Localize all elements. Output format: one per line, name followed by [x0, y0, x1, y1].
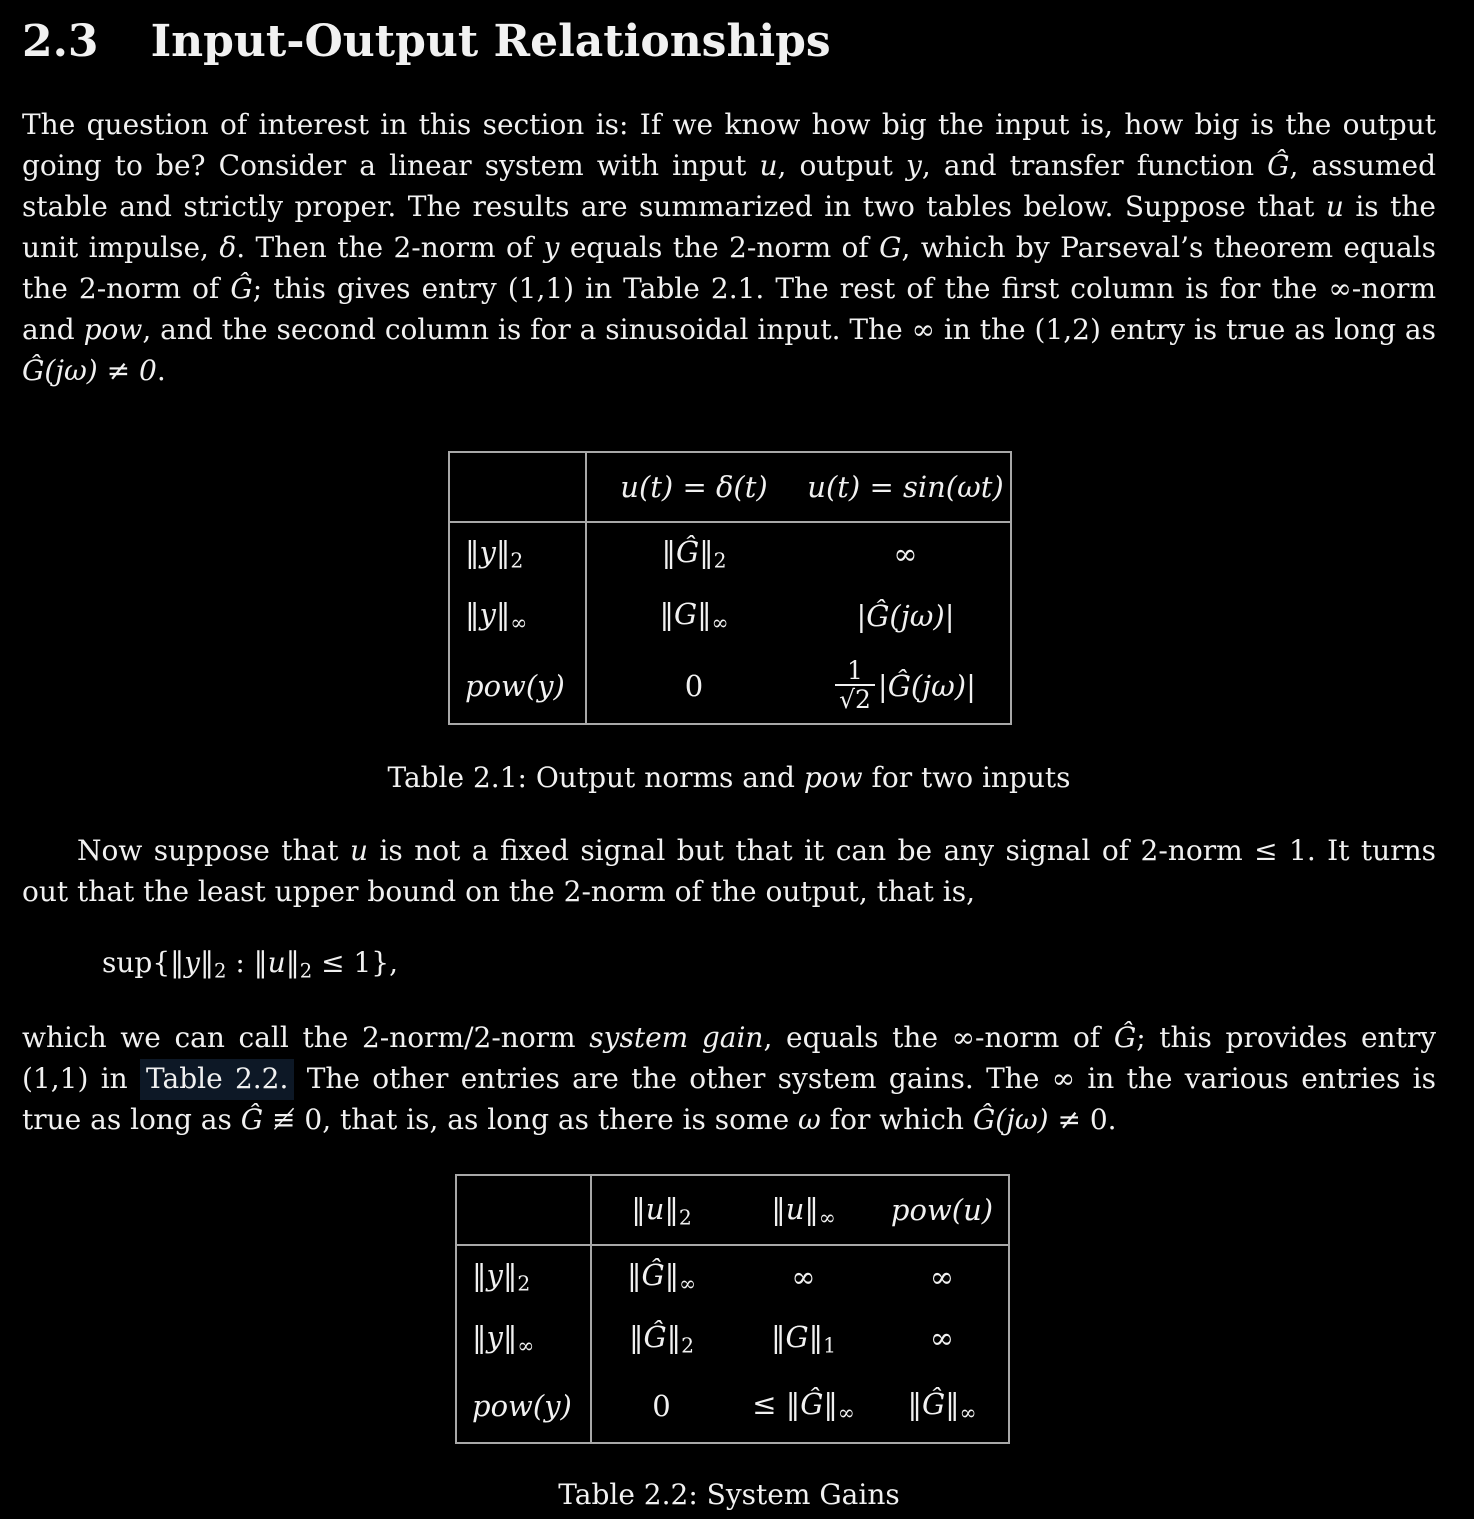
text-segment: ∞ — [517, 1333, 535, 1358]
row-label-pow — [449, 648, 586, 724]
table-2-1-wrapper — [448, 451, 1436, 725]
section-title: Input-Output Relationships — [150, 16, 831, 67]
table-cell — [731, 1369, 876, 1443]
table-2-2 — [455, 1174, 1010, 1444]
table-cell — [591, 1369, 731, 1443]
paragraph-2 — [22, 830, 1436, 912]
table-corner-cell — [456, 1175, 591, 1245]
table-cell — [591, 1307, 731, 1369]
text-segment: Ĝ — [1113, 1021, 1137, 1055]
text-segment: 2 — [213, 959, 227, 983]
table-2-2-link[interactable]: Table 2.2. — [140, 1059, 294, 1100]
text-segment: for two inputs — [862, 761, 1071, 794]
text-segment: , and transfer function — [921, 149, 1268, 182]
table-row-yinf — [449, 584, 1011, 648]
text-segment: Table 2.1: Output norms and — [387, 761, 804, 794]
text-segment: for which — [820, 1103, 973, 1137]
text-segment: Ĝ — [240, 1103, 264, 1137]
text-segment: pow(y) — [465, 668, 565, 703]
text-segment: ‖Ĝ‖ — [661, 534, 714, 569]
table-2-2-caption — [22, 1474, 1436, 1515]
text-segment: ‖Ĝ‖ — [626, 1258, 680, 1293]
text-segment: , equals the ∞-norm of — [763, 1021, 1114, 1055]
column-header-uinf — [731, 1175, 876, 1245]
column-header-powu — [876, 1175, 1009, 1245]
text-segment: , output — [777, 149, 906, 182]
text-segment: 1 — [823, 1333, 837, 1358]
text-segment: 0 — [652, 1388, 671, 1423]
column-header-u2 — [591, 1175, 731, 1245]
text-segment: The other entries are the other system gains. The ∞ in the various entries is true as long as — [22, 1062, 1436, 1137]
text-segment: ∞ — [959, 1400, 977, 1425]
text-segment: ‖G‖ — [659, 597, 712, 632]
row-label-yinf — [456, 1307, 591, 1369]
text-segment: , assumed stable and strictly proper. The results are summarized in two tables below. Suppose that — [22, 149, 1436, 223]
row-label-y2 — [449, 522, 586, 584]
table-cell — [731, 1245, 876, 1307]
text-segment: u — [349, 834, 368, 867]
table-2-1-caption — [22, 757, 1436, 798]
text-segment: is not a fixed signal but that it can be any signal of 2-norm ≤ 1. It turns out that the least upper bound on the 2-norm of the output, that is, — [22, 834, 1436, 908]
row-label-pow — [456, 1369, 591, 1443]
text-segment: ‖u‖ — [253, 946, 300, 979]
table-cell — [731, 1307, 876, 1369]
fraction-rest — [878, 669, 976, 703]
text-segment: Table 2.2: System Gains — [558, 1478, 900, 1512]
text-segment: u — [759, 149, 778, 182]
table-cell — [586, 522, 801, 584]
text-segment: ‖y‖ — [465, 534, 511, 569]
text-segment: which we can call the 2-norm/2-norm — [22, 1021, 590, 1055]
text-segment: ≢ 0, that is, as long as there is some — [263, 1103, 799, 1137]
text-segment: |Ĝ(jω)| — [877, 668, 976, 703]
table-cell — [876, 1307, 1009, 1369]
text-segment: Ĝ — [230, 272, 253, 305]
table-cell — [876, 1369, 1009, 1443]
text-segment: ‖G‖ — [770, 1319, 824, 1354]
text-segment: Ĝ — [1267, 149, 1290, 182]
text-segment: ∞ — [679, 1271, 697, 1296]
text-segment: u(t) = sin(ωt) — [807, 470, 1004, 504]
text-segment: pow — [803, 761, 863, 794]
text-segment: 2 — [713, 548, 727, 573]
text-segment: ≤ 1}, — [312, 946, 398, 979]
text-segment: 2 — [517, 1271, 531, 1296]
text-segment: sup{ — [102, 946, 171, 979]
table-cell — [801, 584, 1011, 648]
table-row-pow — [456, 1369, 1009, 1443]
text-segment: The question of interest in this section is: If we know how big the input is, how big is the output going to be? Consider a linear system with input — [22, 108, 1436, 182]
text-segment: ‖y‖ — [472, 1258, 518, 1293]
text-segment: 0 — [684, 668, 704, 703]
text-segment: 2 — [678, 1205, 692, 1230]
fraction-numerator: 1 — [847, 655, 863, 685]
text-segment: 2 — [681, 1333, 695, 1358]
text-segment: pow(u) — [890, 1193, 994, 1228]
table-2-1-header-row — [449, 452, 1011, 522]
text-segment: ∞ — [711, 610, 729, 635]
text-segment: 2 — [299, 959, 313, 983]
text-segment: 2 — [510, 548, 524, 573]
text-segment: ‖Ĝ‖ — [785, 1387, 838, 1422]
text-segment: . Then the 2-norm of — [236, 231, 544, 264]
text-segment: ∞ — [510, 610, 528, 635]
row-label-y2 — [456, 1245, 591, 1307]
paragraph-3 — [22, 1017, 1436, 1140]
table-cell — [586, 648, 801, 724]
text-segment: pow(y) — [472, 1388, 572, 1423]
text-segment: ‖y‖ — [170, 946, 214, 979]
table-2-2-header-row — [456, 1175, 1009, 1245]
row-label-yinf — [449, 584, 586, 648]
text-segment: pow — [83, 313, 143, 346]
text-segment: Ĝ(jω) — [972, 1103, 1049, 1137]
text-segment: |Ĝ(jω)| — [856, 599, 955, 633]
text-segment: G — [879, 231, 902, 264]
text-segment: . — [156, 354, 166, 387]
text-segment: ∞ — [929, 1259, 955, 1294]
table-row-y2 — [449, 522, 1011, 584]
text-segment: y — [543, 231, 560, 264]
text-segment: ‖u‖ — [631, 1191, 679, 1226]
table-2-2-wrapper — [455, 1174, 1436, 1444]
text-segment: : — [226, 946, 254, 979]
text-segment: u — [1325, 190, 1344, 223]
text-segment: system gain — [589, 1021, 764, 1055]
text-segment: Now suppose that — [77, 834, 350, 867]
text-segment: ∞ — [929, 1321, 955, 1356]
text-segment: , which by Parseval’s theorem equals the 2-norm of — [22, 231, 1436, 305]
text-segment: , and the second column is for a sinusoidal input. The ∞ in the (1,2) entry is true as long as — [142, 313, 1436, 346]
table-cell — [591, 1245, 731, 1307]
text-segment: ‖y‖ — [465, 597, 511, 632]
table-row-y2 — [456, 1245, 1009, 1307]
text-segment: ‖Ĝ‖ — [907, 1387, 960, 1422]
text-segment: ∞ — [893, 536, 918, 571]
text-segment: ; this gives entry (1,1) in Table 2.1. The rest of the first column is for the ∞-norm and — [22, 272, 1436, 346]
text-segment: δ — [219, 231, 237, 264]
table-2-1 — [448, 451, 1012, 725]
text-segment: ‖y‖ — [472, 1319, 518, 1354]
column-header-sinusoid — [801, 452, 1011, 522]
text-segment: ω — [798, 1103, 821, 1137]
section-heading — [22, 16, 1436, 68]
column-header-impulse — [586, 452, 801, 522]
text-segment: ≠ 0. — [1048, 1103, 1117, 1137]
fraction — [835, 655, 875, 714]
table-corner-cell — [449, 452, 586, 522]
text-segment: ∞ — [818, 1205, 836, 1230]
text-segment: Ĝ(jω) ≠ 0 — [22, 354, 157, 387]
text-segment: ∞ — [837, 1400, 855, 1425]
text-segment: is the unit impulse, — [22, 190, 1436, 264]
table-cell — [876, 1245, 1009, 1307]
table-row-pow — [449, 648, 1011, 724]
table-cell — [801, 522, 1011, 584]
section-number: 2.3 — [22, 16, 99, 67]
text-segment: ∞ — [791, 1259, 816, 1294]
text-segment: u(t) = δ(t) — [620, 470, 768, 504]
table-cell — [586, 584, 801, 648]
table-row-yinf — [456, 1307, 1009, 1369]
paragraph-1 — [22, 104, 1436, 391]
text-segment: ; this provides entry (1,1) in — [22, 1021, 1437, 1096]
text-segment: y — [906, 149, 922, 182]
text-segment: equals the 2-norm of — [559, 231, 880, 264]
text-segment: ‖u‖ — [771, 1191, 819, 1226]
fraction-denominator: √2 — [835, 684, 875, 713]
table-cell-fraction — [801, 648, 1011, 724]
text-segment: ‖Ĝ‖ — [628, 1319, 682, 1354]
text-segment: ≤ — [752, 1387, 786, 1422]
sup-formula — [102, 942, 1436, 991]
